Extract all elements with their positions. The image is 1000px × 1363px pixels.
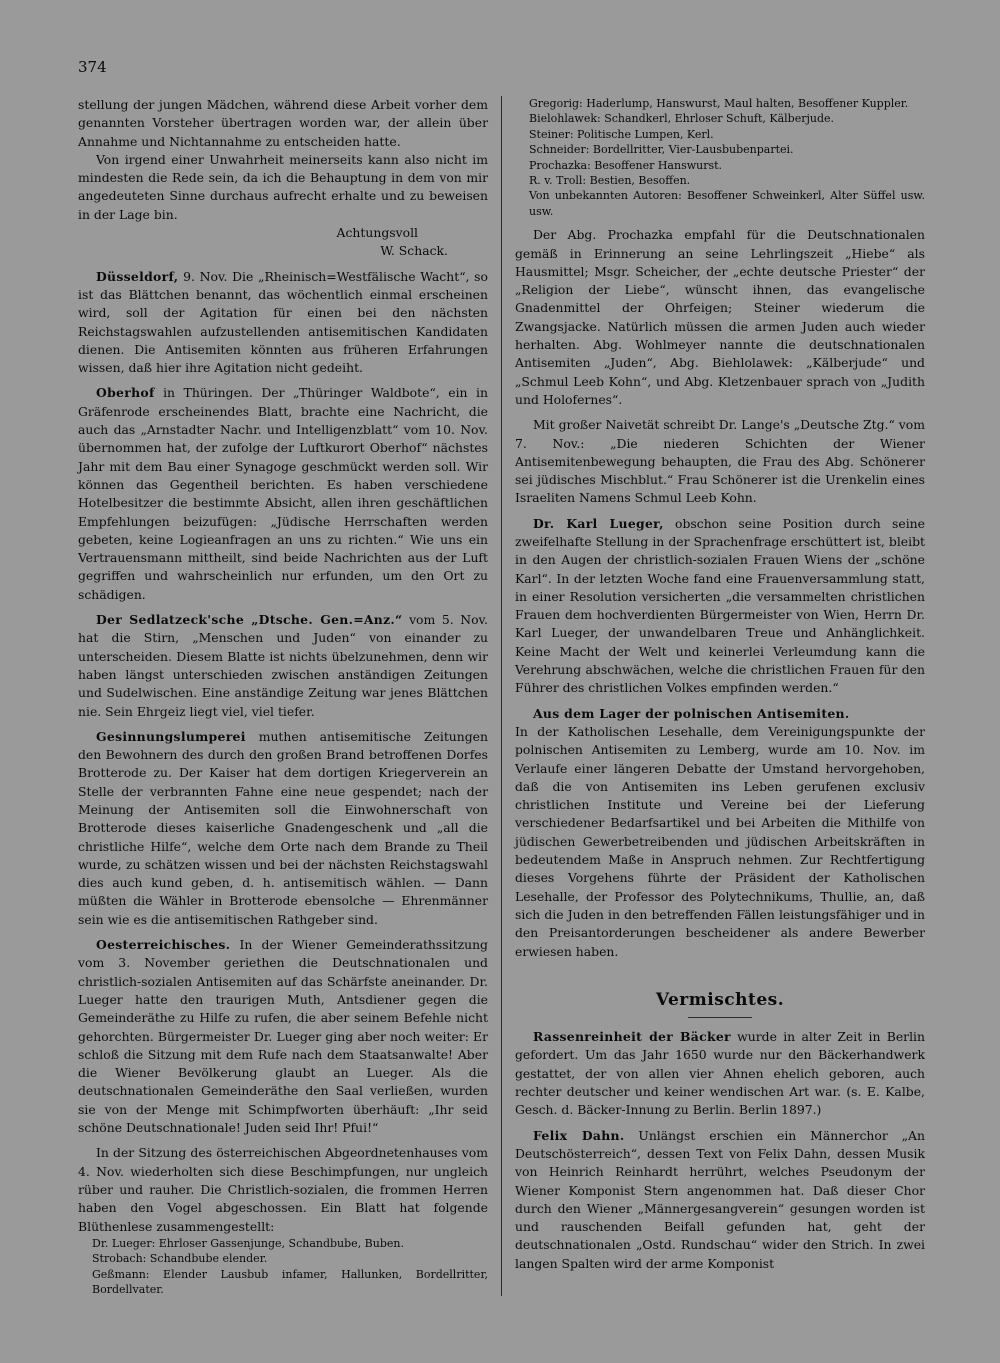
right-column [515,96,925,1273]
quote-list [78,1236,488,1298]
article-text: obschon seine Position durch seine zweifelhafte Stellung in der Sprachenfrage erschüttert ist, bleibt in den Augen der christlich-sozialen Frauen Wiens der „schöne Karl“. In der letzten Woche fand eine Frauenversammlung statt, in einer Resolution versicherten „die versammelten christlichen Frauen dem hochverdienten Bürgermeister von Wien, Herrn Dr. Karl Lueger, der unwandelbaren Treue und Anhänglichkeit. Keine Macht der Welt und keinerlei Verleumdung kann die Verehrung abschwächen, welche die christlichen Frauen für den Führer des christlichen Volkes empfinden werden.“ [515,515,925,696]
article-text: 9. Nov. Die „Rheinisch=Westfälische Wacht“, so ist das Blättchen benannt, das wöchentlich einmal erscheinen wird, soll der Agitation für einen bei den nächsten Reichstagswahlen aufzustellenden antisemitischen Kandidaten dienen. Die Antisemiten könnten aus früheren Erfahrungen wissen, daß hier ihre Agitation nicht gedeiht. [78,268,488,376]
section-title-vermischtes: Vermischtes. [655,989,785,1010]
article-polnische-antisemiten: In der Katholischen Lesehalle, dem Vereinigungspunkte der polnischen Antisemiten zu Lemberg, wurde am 10. Nov. im Verlaufe einer längeren Debatte der Umstand hervorgehoben, daß die von Antisemiten ins Leben gerufenen exclusiv christlichen Institute und Vereine bei der Lieferung verschiedener Bedarfsartikel und bei Arbeiten die Mithilfe von jüdischen Gewerbetreibenden und jüdischen Arbeitskräften in bedeutendem Maße in Anspruch nehmen. Zur Rechtfertigung dieses Vorgehens führte der Präsident der Katholischen Lesehalle, der Professor des Polytechnikums, Thullie, an, daß sich die Juden in den betreffenden Fällen leistungsfähiger und in den Preisantorderungen bescheidener als andere Bewerber erwiesen haben. [515,723,925,959]
quote-list-item: R. v. Troll: Bestien, Besoffen. [529,174,691,188]
article-polnische-antisemiten-heading [515,705,925,723]
article-heading: Aus dem Lager der polnischen Antisemiten. [533,705,850,721]
letter-paragraph-2: Von irgend einer Unwahrheit meinerseits kann also nicht im mindesten die Rede sein, da ich die Behauptung in dem von mir angedeuteten Sinne durchaus aufrecht erhalte und zu beweisen in der Lage bin. [78,151,488,222]
column-divider [501,96,502,1296]
article-rassenreinheit [515,1028,925,1119]
quote-list-item: Steiner: Politische Lumpen, Kerl. [529,127,714,141]
letter-paragraph-1: stellung der jungen Mädchen, während diese Arbeit vorher dem genannten Vorsteher übertragen worden war, der allein über Annahme und Nichtannahme zu entscheiden hatte. [78,97,488,149]
article-heading: Rassenreinheit der Bäcker [533,1029,731,1045]
article-sedlatzek [78,611,488,721]
article-duesseldorf [78,268,488,378]
quote-list-item: Schneider: Bordellritter, Vier-Lausbubenpartei. [529,143,794,157]
letter-signature: W. Schack. [380,243,448,259]
page-number: 374 [78,58,107,76]
article-text: wurde in alter Zeit in Berlin gefordert. Um das Jahr 1650 wurde nur den Bäckerhandwerk gestattet, der von allen vier Ahnen ehelich geboren, auch rechter deutscher und keiner wendischen Art war. (s. E. Kalbe, Gesch. d. Bäcker-Innung zu Berlin. Berlin 1897.) [515,1029,925,1118]
article-heading: Felix Dahn. [533,1127,625,1143]
article-heading: Der Sedlatzeck'sche „Dtsche. Gen.=Anz.“ [96,612,403,628]
title-underline [688,1017,752,1018]
quote-list-item: Dr. Lueger: Ehrloser Gassenjunge, Schandbube, Buben. [92,1236,404,1250]
quote-list-item: Strobach: Schandbube elender. [92,1252,268,1266]
article-lueger [515,515,925,698]
article-heading: Dr. Karl Lueger, [533,515,664,531]
quote-list-item: Von unbekannten Autoren: Besoffener Schweinkerl, Alter Süffel usw. usw. [529,189,925,218]
article-deutsche-ztg: Mit großer Naivetät schreibt Dr. Lange's „Deutsche Ztg.“ vom 7. Nov.: „Die niederen Schichten der Wiener Antisemitenbewegung behaupten, die Frau des Abg. Schönerer sei jüdisches Mischblut.“ Frau Schönerer ist die Urenkelin eines Israeliten Namens Schmul Leeb Kohn. [515,417,925,506]
article-text: in Thüringen. Der „Thüringer Waldbote“, ein in Gräfenrode erscheinendes Blatt, brachte eine Nachricht, die auch das „Arnstadter Nachr. und Intelligenzblatt“ vom 10. Nov. übernommen hat, der zufolge der Luftkurort Oberhof“ nächstes Jahr mit dem Bau einer Synagoge geschmückt werden soll. Wir können das Gegentheil berichten. Es haben verschiedene Hotelbesitzer die bestimmte Absicht, allen ihren geschäftlichen Empfehlungen beizufügen: „Jüdische Herrschaften werden gebeten, keine Logieanfragen an uns zu richten.“ Wie uns ein Vertrauensmann mittheilt, sind beide Nachrichten aus der Luft gegriffen und wahrscheinlich nur erfunden, um den Ort zu schädigen. [78,385,488,602]
article-heading: Gesinnungslumperei [96,728,246,744]
left-column [78,96,488,1297]
quote-list-item: Gregorig: Haderlump, Hanswurst, Maul halten, Besoffener Kuppler. [529,97,909,110]
article-heading: Oberhof [96,385,155,401]
article-felix-dahn [515,1127,925,1273]
article-prochazka: Der Abg. Prochazka empfahl für die Deutschnationalen gemäß in Erinnerung an seine Lehrlingszeit „Hiebe“ als Hausmittel; Msgr. Scheicher, der „echte deutsche Priester“ der „Religion der Liebe“, wünscht ihnen, das evangelische Gnadenmittel der Ohrfeigen; Steiner wiederum die Zwangsjacke. Natürlich müssen die armen Juden auch wieder herhalten. Abg. Wohlmeyer nannte die deutschnationalen Antisemiten „Juden“, Abg. Biehlolawek: „Kälberjude“ und „Schmul Leeb Kohn“, und Abg. Kletzenbauer sprach von „Judith und Holofernes“. [515,227,925,407]
article-text: muthen antisemitische Zeitungen den Bewohnern des durch den großen Brand betroffenen Dorfes Brotterode zu. Der Kaiser hat dem dortigen Kriegerverein an Stelle der verbrannten Fahne eine neue gespendet; nach der Meinung der Antisemiten soll die Einwohnerschaft von Brotterode dieses kaiserliche Gnadengeschenk und „all die christliche Hilfe“, welche dem Orte nach dem Brande zu Theil wurde, zu schätzen wissen und bei der nächsten Reichstagswahl dies auch kund geben, d. h. antisemitisch wählen. — Dann müßten die Wähler in Brotterode ebensolche — Ehrenmänner sein wie es die antisemitischen Rathgeber sind. [78,728,488,927]
quote-list-continued [515,96,925,219]
quote-list-item: Geßmann: Elender Lausbub infamer, Hallunken, Bordellritter, Bordellvater. [92,1267,488,1297]
article-text: vom 5. Nov. hat die Stirn, „Menschen und Juden“ von einander zu unterscheiden. Diesem Blatte ist nichts übelzunehmen, denn wir haben längst unterschieden zwischen anständigen Zeitungen und Sudelwischen. Eine anständige Zeitung war jenes Blättchen nie. Sein Ehrgeiz liegt viel, viel tiefer. [78,612,488,719]
article-oesterreichisches [78,936,488,1137]
quote-list-item: Bielohlawek: Schandkerl, Ehrloser Schuft, Kälberjude. [529,112,835,126]
article-heading: Düsseldorf, [96,268,179,284]
article-gesinnungslumperei [78,728,488,929]
article-text: In der Wiener Gemeinderathssitzung vom 3. November geriethen die Deutschnationalen und christlich-sozialen Antisemiten auf das Schärfste aneinander. Dr. Lueger hatte den traurigen Muth, Antsdiener gegen die Gemeinderäthe zu Hilfe zu rufen, die aber seinem Befehle nicht gehorchten. Bürgermeister Dr. Lueger ging aber noch weiter: Er schloß die Sitzung mit dem Rufe nach dem Staatsanwalte! Aber die Wiener Bevölkerung glaubt an Lueger. Als die deutschnationalen Gemeinderäthe den Saal verließen, wurden sie von der Menge mit Schimpfworten überhäuft: „Ihr seid schöne Deutschnationale! Juden seid Ihr! Pfui!“ [78,937,488,1136]
article-text: Unlängst erschien ein Männerchor „An Deutschösterreich“, dessen Text von Felix Dahn, dessen Musik von Heinrich Reinhardt herrührt, welches Pseudonym der Wiener Komponist Stern angenommen hat. Daß dieser Chor durch den Wiener „Männergesangverein“ gesungen worden ist und rauschenden Beifall gefunden hat, geht der deutschnationalen „Ostd. Rundschau“ wider den Strich. In zwei langen Spalten wird der arme Komponist [515,1127,925,1271]
letter-closing: Achtungsvoll [336,225,418,241]
article-sitzung: In der Sitzung des österreichischen Abgeordnetenhauses vom 4. Nov. wiederholten sich diese Beschimpfungen, nur ungleich rüber und rauher. Die Christlich-sozialen, die frommen Herren haben den Vogel abgeschossen. Ein Blatt hat folgende Blüthenlese zusammengestellt: [78,1145,488,1234]
article-heading: Oesterreichisches. [96,937,231,953]
article-oberhof [78,384,488,604]
quote-list-item: Prochazka: Besoffener Hanswurst. [529,158,723,172]
